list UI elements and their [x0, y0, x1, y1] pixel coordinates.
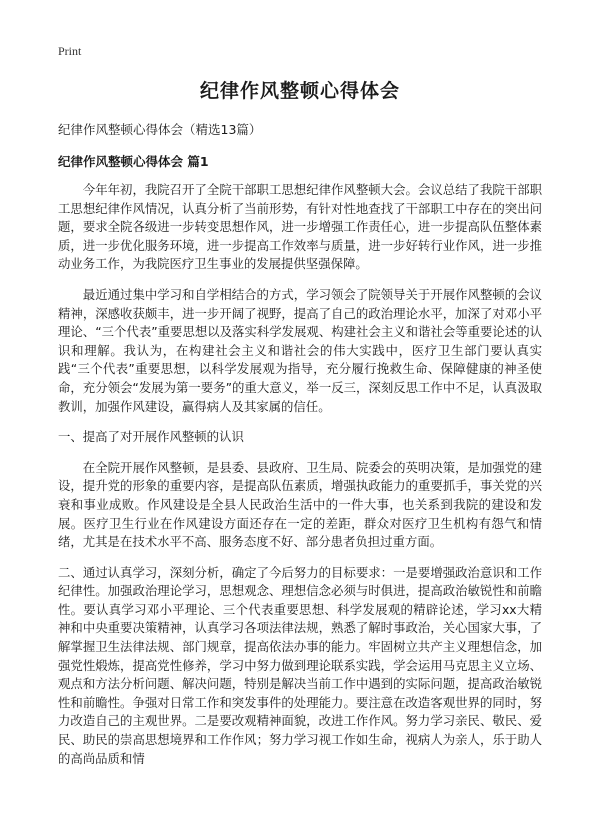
- subsection-heading: 一、提高了对开展作风整顿的认识: [58, 429, 244, 445]
- paragraph: 在全院开展作风整顿，是县委、县政府、卫生局、院委会的英明决策，是加强党的建设，提升党的形象的重要内容，是提高队伍素质，增强执政能力的重要抓手，事关党的兴衰和事业成败。作风建设是全县人民政治生活中的一件大事，也关系到我院的建设和发展。医疗卫生行业在作风建设方面还存在一定的差距，群众对医疗卫生机构有怨气和情绪，尤其是在技术水平不高、服务态度不好、部分患者负担过重方面。: [58, 459, 542, 550]
- article-body: [58, 181, 542, 780]
- paragraph: 二、通过认真学习，深刻分析，确定了今后努力的目标要求：一是要增强政治意识和工作纪律性。加强政治理论学习，思想观念、理想信念必须与时俱进，提高政治敏锐性和前瞻性。要认真学习邓小平理论、三个代表重要思想、科学发展观的精辟论述，学习xx大精神和中央重要决策精神，认真学习各项法律法规，熟悉了解时事政治，关心国家大事，了解掌握卫生法律法规、部门规章，提高依法办事的能力。牢固树立共产主义理想信念，加强党性煅炼，提高党性修养，学习中努力做到理论联系实践，学会运用马克思主义立场、观点和方法分析问题、解决问题，特别是解决当前工作中遇到的实际问题，提高政治敏锐性和前瞻性。争强对日常工作和突发事件的处理能力。要注意在改造客观世界的同时，努力改造自己的主观世界。二是要改观精神面貌，改进工作作风。努力学习亲民、敬民、爱民、助民的崇高思想境界和工作作风；努力学习视工作如生命，视病人为亲人，乐于助人的高尚品质和情: [58, 564, 542, 766]
- section-heading: 纪律作风整顿心得体会 篇1: [58, 154, 209, 169]
- paragraph: 最近通过集中学习和自学相结合的方式，学习领会了院领导关于开展作风整顿的会议精神，深感收获颇丰，进一步开阔了视野，提高了自己的政治理论水平，加深了对邓小平理论、“三个代表”重要思想以及落实科学发展观、构建社会主义和谐社会等重要论述的认识和理解。我认为，在构建社会主义和谐社会的伟大实践中，医疗卫生部门要认真实践“三个代表”重要思想，以科学发展观为指导，充分履行挽救生命、保障健康的神圣使命，充分领会“发展为第一要务”的重大意义，举一反三，深刻反思工作中不足，认真汲取教训，加强作风建设，赢得病人及其家属的信任。: [58, 286, 542, 414]
- document-subtitle: 纪律作风整顿心得体会（精选13篇）: [58, 122, 262, 137]
- print-link[interactable]: Print: [58, 44, 82, 58]
- page-title: 纪律作风整顿心得体会: [199, 80, 400, 102]
- paragraph: 今年年初，我院召开了全院干部职工思想纪律作风整顿大会。会议总结了我院干部职工思想纪律作风情况，认真分析了当前形势，有针对性地查找了干部职工中存在的突出问题，要求全院各级进一步转变思想作风，进一步增强工作责任心，进一步提高队伍整体素质，进一步优化服务环境，进一步提高工作效率与质量，进一步好转行业作风，进一步推动业务工作，为我院医疗卫生事业的发展提供坚强保障。: [58, 182, 542, 272]
